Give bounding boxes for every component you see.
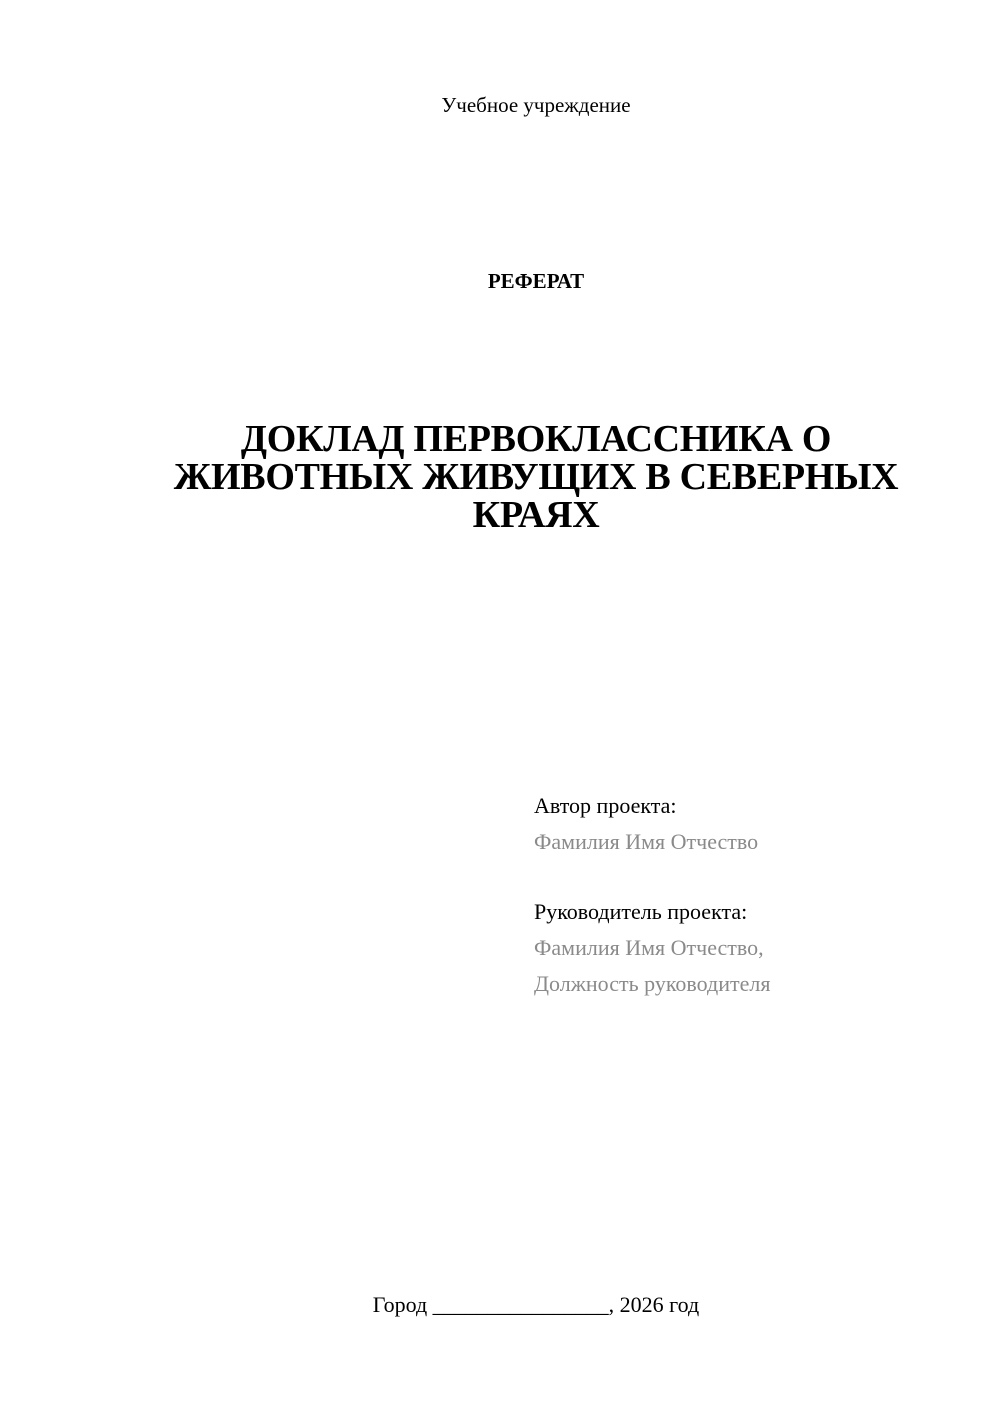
author-name: Фамилия Имя Отчество xyxy=(534,829,759,854)
supervisor-label: Руководитель проекта: xyxy=(534,899,748,924)
supervisor-name: Фамилия Имя Отчество, xyxy=(534,935,764,960)
institution-name: Учебное учреждение xyxy=(441,93,631,117)
supervisor-position: Должность руководителя xyxy=(534,971,771,996)
spacer xyxy=(534,860,974,894)
project-credits xyxy=(534,788,974,1002)
title-line: ЖИВОТНЫХ ЖИВУЩИХ В СЕВЕРНЫХ xyxy=(173,456,899,498)
title-line: КРАЯХ xyxy=(472,494,600,536)
author-label: Автор проекта: xyxy=(534,793,677,818)
document-title xyxy=(150,420,922,534)
city-year-line: Город ________________, 2026 год xyxy=(372,1292,700,1317)
title-line: ДОКЛАД ПЕРВОКЛАССНИКА О xyxy=(240,418,832,460)
document-type: РЕФЕРАТ xyxy=(487,269,585,293)
